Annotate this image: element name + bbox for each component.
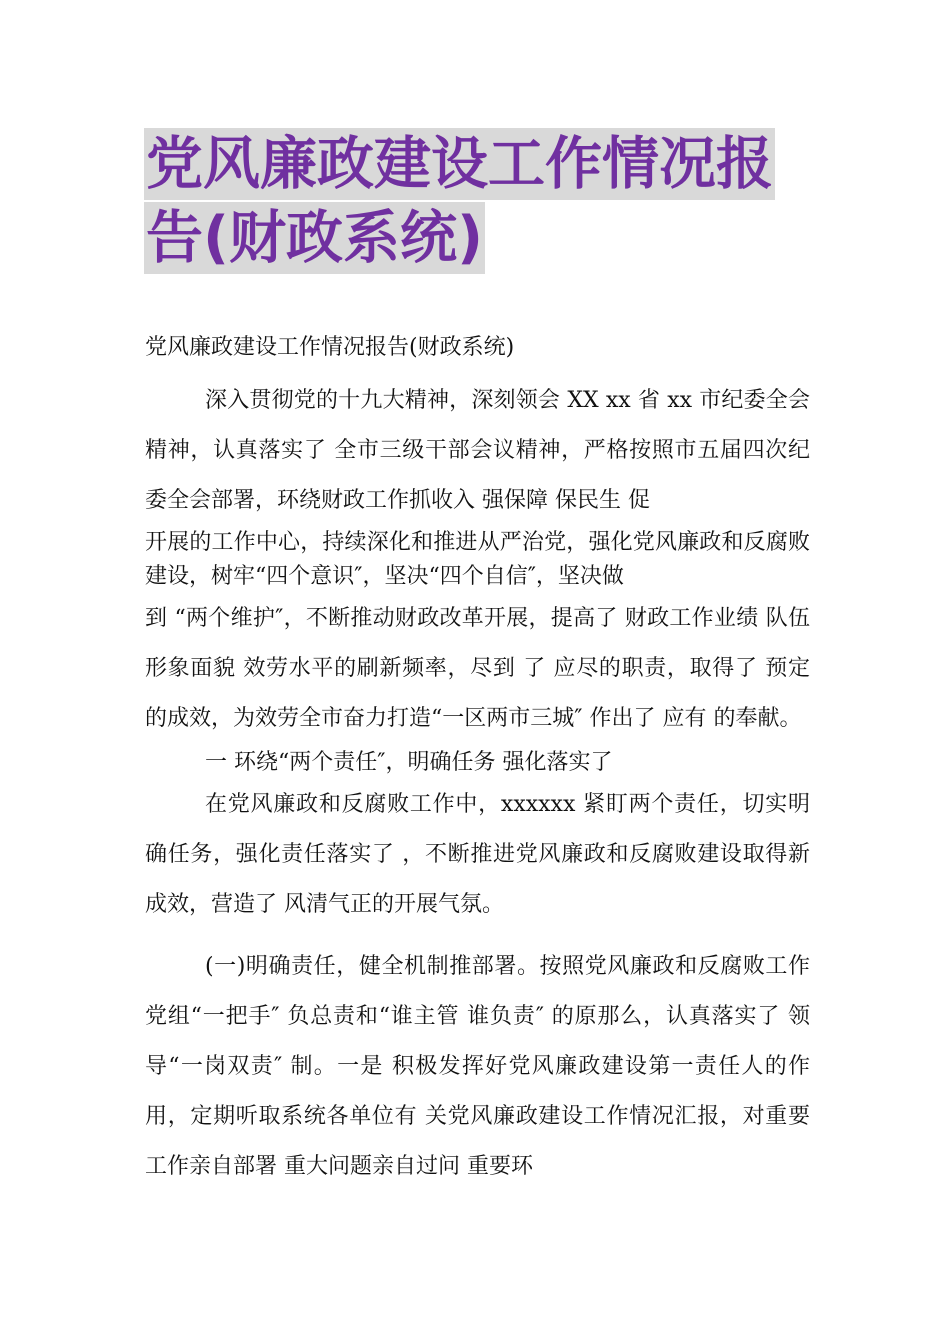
document-body [145,326,810,1192]
paragraph-2: 在党风廉政和反腐败工作中，xxxxxx 紧盯两个责任，切实明确任务，强化责任落实了 ，不断推进党风廉政和反腐败建设取得新成效，营造了 风清气正的开展气氛。 [145,792,810,917]
title-line-2: 告(财政系统) [144,202,485,274]
paragraph-3: (一)明确责任，健全机制推部署。按照党风廉政和反腐败工作党组“一把手″ 负总责和“谁主管 谁负责″ 的原那么，认真落实了 领导“一岗双责″ 制。一是 积极发挥好党风廉政建设第一责任人的作用，定期听取系统各单位有 关党风廉政建设工作情况汇报，对重要工作亲自部署 重大问题亲自过问 重要环 [145,954,810,1179]
paragraph-1b: 开展的工作中心，持续深化和推进从严治党，强化党风廉政和反腐败建设，树牢“四个意识″，坚决“四个自信″，坚决做 [145,530,810,589]
title-line-1: 党风廉政建设工作情况报 [144,128,775,200]
document-title [144,128,824,276]
section-heading-1: 一 环绕“两个责任″，明确任务 强化落实了 [205,750,613,775]
paragraph-1c: 到 “两个维护″，不断推动财政改革开展，提高了 财政工作业绩 队伍形象面貌 效劳水平的刷新频率，尽到 了 应尽的职责，取得了 预定的成效，为效劳全市奋力打造“一区两市三城″ 作出了 应有 的奉献。 [145,606,810,731]
paragraph-1a: 深入贯彻党的十九大精神，深刻领会 XX xx 省 xx 市纪委全会精神，认真落实了 全市三级干部会议精神，严格按照市五届四次纪委全会部署，环绕财政工作抓收入 强保障 保民生 促 [145,388,810,513]
document-subtitle: 党风廉政建设工作情况报告(财政系统) [145,335,515,360]
